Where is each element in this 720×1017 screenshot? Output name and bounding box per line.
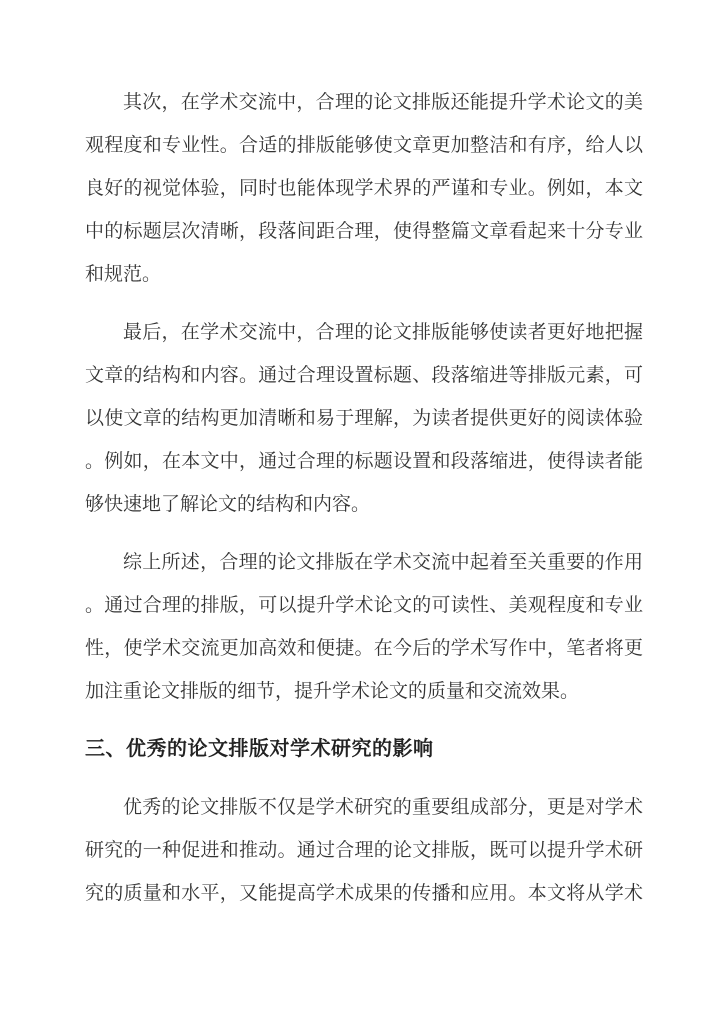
text-line: 够快速地了解论文的结构和内容。 (85, 494, 371, 515)
text-line: 性，使学术交流更加高效和便捷。在今后的学术写作中，笔者将更 (85, 638, 643, 659)
text-line: 中的标题层次清晰，段落间距合理，使得整篇文章看起来十分专业 (85, 221, 643, 242)
text-line: 优秀的论文排版不仅是学术研究的重要组成部分，更是对学术 (123, 797, 643, 818)
text-line: 究的质量和水平，又能提高学术成果的传播和应用。本文将从学术 (85, 883, 643, 904)
text-line: 以使文章的结构更加清晰和易于理解，为读者提供更好的阅读体验 (85, 408, 643, 429)
text-line: 最后，在学术交流中，合理的论文排版能够使读者更好地把握 (123, 322, 643, 343)
paragraph (85, 786, 643, 915)
text-line: 。例如，在本文中，通过合理的标题设置和段落缩进，使得读者能 (85, 451, 643, 472)
text-line: 其次，在学术交流中，合理的论文排版还能提升学术论文的美 (123, 92, 643, 113)
text-line: 研究的一种促进和推动。通过合理的论文排版，既可以提升学术研 (85, 840, 643, 861)
text-line: 文章的结构和内容。通过合理设置标题、段落缩进等排版元素，可 (85, 365, 643, 386)
text-line: 综上所述，合理的论文排版在学术交流中起着至关重要的作用 (123, 552, 643, 573)
text-line: 。通过合理的排版，可以提升学术论文的可读性、美观程度和专业 (85, 595, 643, 616)
paragraph (85, 311, 643, 526)
paragraph (85, 81, 643, 296)
text-line: 观程度和专业性。合适的排版能够使文章更加整洁和有序，给人以 (85, 135, 643, 156)
text-line: 加注重论文排版的细节，提升学术论文的质量和交流效果。 (85, 681, 580, 702)
text-line: 良好的视觉体验，同时也能体现学术界的严谨和专业。例如，本文 (85, 178, 643, 199)
text-line: 和规范。 (85, 264, 162, 285)
paragraph (85, 541, 643, 713)
section-heading: 三、优秀的论文排版对学术研究的影响 (85, 738, 434, 760)
